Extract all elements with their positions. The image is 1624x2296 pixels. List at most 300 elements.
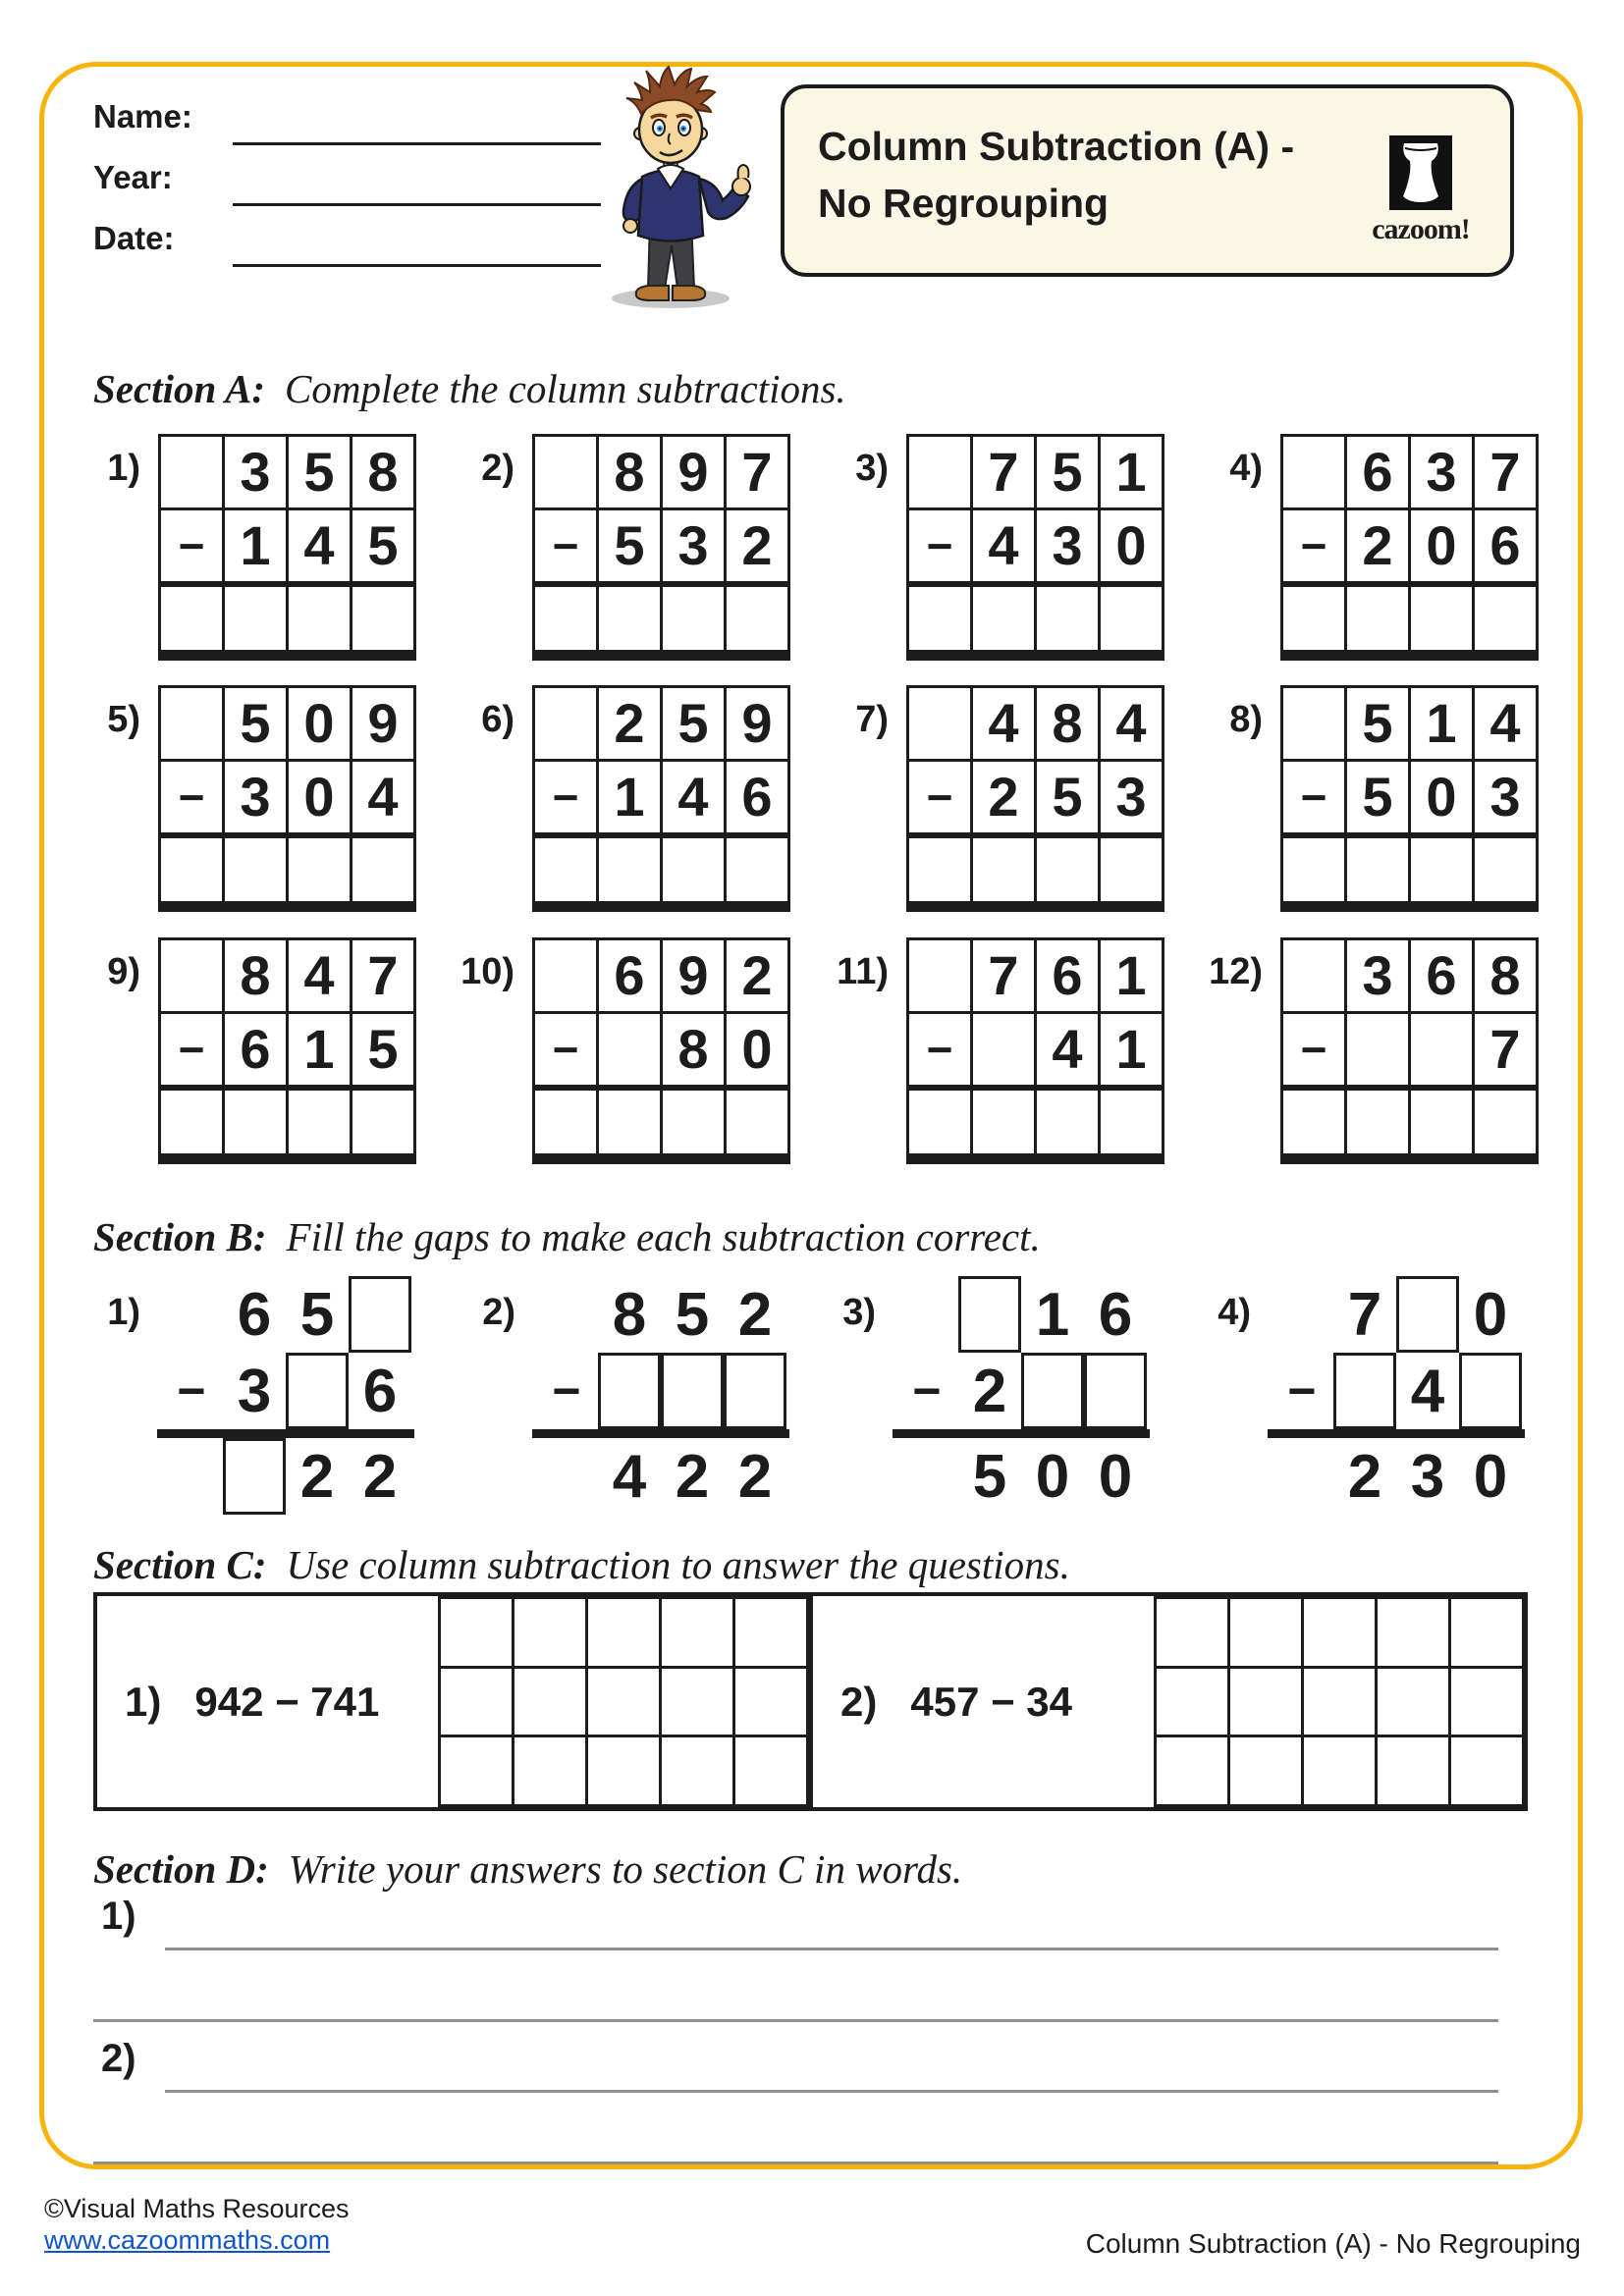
subtraction-table (158, 937, 416, 1164)
answer-cell[interactable] (1100, 1088, 1164, 1159)
answer-cell[interactable] (1036, 1088, 1100, 1159)
digit-cell: 2 (737, 1442, 773, 1511)
digit-cell: 6 (1346, 436, 1410, 509)
answer-cell[interactable] (972, 584, 1036, 656)
digit-cell: 2 (1347, 1442, 1382, 1511)
digit-cell: 7 (1347, 1280, 1382, 1349)
problem-number: 5) (107, 699, 140, 740)
gap-box[interactable] (661, 1353, 724, 1429)
answer-cell[interactable] (908, 1088, 972, 1159)
minus-sign-cell: − (160, 761, 224, 836)
digit-cell: 2 (726, 509, 789, 585)
answer-cell[interactable] (662, 835, 726, 907)
answer-cell[interactable] (908, 584, 972, 656)
empty-cell (895, 1276, 958, 1353)
digit-cell: 9 (662, 939, 726, 1013)
problem-number: 4) (1218, 1292, 1251, 1333)
answer-cell[interactable] (1410, 1088, 1474, 1159)
working-cell[interactable] (1229, 1667, 1303, 1736)
digit-cell: 4 (352, 761, 415, 836)
sb-row (160, 1353, 411, 1429)
mascot-boy-illustration (568, 63, 779, 310)
section-c-box (93, 1592, 1528, 1811)
section-c-name: Section C: (93, 1542, 267, 1587)
answer-cell[interactable] (598, 1088, 662, 1159)
digit-cell: 2 (299, 1442, 335, 1511)
empty-cell (1271, 1276, 1333, 1353)
subtraction-table (906, 685, 1164, 912)
digit-cell: 2 (972, 761, 1036, 836)
gap-box[interactable] (349, 1276, 411, 1353)
working-cell[interactable] (1377, 1667, 1450, 1736)
subtraction-table (906, 937, 1164, 1164)
minus-sign-cell: − (1282, 761, 1346, 836)
digit-cell: 6 (237, 1280, 272, 1349)
digit-cell: 8 (598, 436, 662, 509)
digit-cell: 0 (1410, 509, 1474, 585)
digit-cell: 4 (662, 761, 726, 836)
digit-cell: 5 (352, 509, 415, 585)
subtraction-table (1280, 434, 1539, 661)
digit-cell: 6 (362, 1357, 398, 1425)
sa-problem (454, 685, 790, 912)
section-c-instruction: Use column subtraction to answer the questions. (286, 1542, 1070, 1587)
digit-cell (160, 436, 224, 509)
working-cell[interactable] (1229, 1598, 1303, 1668)
sb-row (535, 1438, 786, 1515)
answer-cell[interactable] (534, 835, 598, 907)
gap-box[interactable] (598, 1353, 661, 1429)
working-cell[interactable] (1303, 1736, 1377, 1806)
answer-cell[interactable] (598, 835, 662, 907)
subtraction-table (532, 434, 790, 661)
sd-item-2-number: 2) (101, 2037, 136, 2080)
answer-cell[interactable] (1346, 1088, 1410, 1159)
digit-cell: 4 (1100, 687, 1164, 761)
working-cell[interactable] (734, 1667, 808, 1736)
problem-number: 1) (125, 1678, 162, 1725)
digit-cell: 3 (1410, 1442, 1445, 1511)
minus-sign-cell: − (908, 509, 972, 585)
digit-cell: 8 (662, 1013, 726, 1089)
working-cell[interactable] (1450, 1598, 1524, 1668)
digit-cell: 4 (288, 939, 352, 1013)
answer-cell[interactable] (1282, 584, 1346, 656)
digit-cell: 3 (1410, 436, 1474, 509)
digit-cell: 1 (224, 509, 288, 585)
sb-row (1271, 1276, 1522, 1353)
digit-cell: 1 (1100, 939, 1164, 1013)
gap-box[interactable] (286, 1353, 349, 1429)
sb-row (160, 1438, 411, 1515)
digit-cell (908, 687, 972, 761)
empty-cell (160, 1438, 223, 1515)
sa-problem (80, 937, 416, 1164)
answer-cell[interactable] (726, 584, 789, 656)
working-cell[interactable] (661, 1736, 734, 1806)
minus-sign: − (177, 1363, 206, 1418)
digit-cell: 5 (1346, 687, 1410, 761)
digit-cell (1410, 1013, 1474, 1089)
working-cell[interactable] (734, 1736, 808, 1806)
answer-line[interactable] (93, 2019, 1498, 2022)
answer-cell[interactable] (1474, 584, 1538, 656)
minus-sign-cell: − (1282, 1013, 1346, 1089)
digit-cell: 0 (726, 1013, 789, 1089)
digit-cell: 5 (288, 436, 352, 509)
problem-number: 7) (855, 699, 889, 740)
working-grid (1154, 1596, 1525, 1807)
digit-cell: 5 (662, 687, 726, 761)
digit-cell: 7 (1474, 1013, 1538, 1089)
subtraction-table (1280, 937, 1539, 1164)
answer-cell[interactable] (1346, 584, 1410, 656)
problem-number: 3) (855, 448, 889, 489)
digit-cell: 0 (1473, 1442, 1508, 1511)
worksheet-title-line1: Column Subtraction (A) - (818, 124, 1295, 169)
digit-cell: 7 (972, 436, 1036, 509)
answer-cell[interactable] (726, 835, 789, 907)
cazoom-logo-text: cazoom! (1372, 213, 1470, 245)
digit-cell (534, 939, 598, 1013)
working-cell[interactable] (587, 1736, 661, 1806)
sb-problem (842, 1276, 1147, 1515)
digit-cell: 7 (972, 939, 1036, 1013)
problem-number: 9) (107, 951, 140, 992)
answer-line[interactable] (165, 2090, 1498, 2093)
digit-cell: 6 (1036, 939, 1100, 1013)
sa-problem (454, 434, 790, 661)
sa-problem (80, 434, 416, 661)
digit-cell (1282, 436, 1346, 509)
answer-cell[interactable] (1036, 584, 1100, 656)
digit-cell: 3 (224, 436, 288, 509)
sc-problem-1 (97, 1596, 813, 1807)
subtraction-table (906, 434, 1164, 661)
working-cell[interactable] (587, 1598, 661, 1668)
working-cell[interactable] (587, 1667, 661, 1736)
digit-cell: 2 (726, 939, 789, 1013)
working-cell[interactable] (514, 1667, 587, 1736)
digit-cell (534, 687, 598, 761)
sa-problem (828, 685, 1164, 912)
digit-cell: 6 (1410, 939, 1474, 1013)
date-line[interactable] (233, 264, 601, 267)
minus-sign-cell: − (908, 761, 972, 836)
digit-cell: 2 (362, 1442, 398, 1511)
working-grid (438, 1596, 809, 1807)
answer-cell[interactable] (160, 835, 224, 907)
working-cell[interactable] (1156, 1667, 1229, 1736)
digit-cell: 9 (662, 436, 726, 509)
digit-cell: 1 (1410, 687, 1474, 761)
answer-line[interactable] (165, 1948, 1498, 1950)
digit-cell: 4 (612, 1442, 647, 1511)
answer-cell[interactable] (224, 584, 288, 656)
problem-number: 3) (842, 1292, 876, 1333)
minus-sign-cell: − (908, 1013, 972, 1089)
minus-sign: − (552, 1363, 581, 1418)
working-cell[interactable] (514, 1736, 587, 1806)
digit-cell: 0 (1035, 1442, 1070, 1511)
digit-cell: 4 (972, 687, 1036, 761)
digit-cell: 1 (288, 1013, 352, 1089)
answer-line[interactable] (93, 2162, 1498, 2164)
worksheet-title-line2: No Regrouping (818, 181, 1110, 226)
minus-sign-cell: − (534, 761, 598, 836)
digit-cell: 3 (1036, 509, 1100, 585)
sc-problem-2 (813, 1596, 1524, 1807)
digit-cell (160, 939, 224, 1013)
digit-cell: 6 (1474, 509, 1538, 585)
working-cell[interactable] (661, 1598, 734, 1668)
worksheet-title-box (781, 84, 1514, 277)
digit-cell: 8 (352, 436, 415, 509)
sa-problem (454, 937, 790, 1164)
digit-cell: 7 (1474, 436, 1538, 509)
working-cell[interactable] (1450, 1667, 1524, 1736)
answer-cell[interactable] (534, 1088, 598, 1159)
working-cell[interactable] (1377, 1736, 1450, 1806)
sb-problem (482, 1276, 786, 1515)
subtraction-table (532, 685, 790, 912)
subtraction-table (158, 434, 416, 661)
section-d-heading (93, 1845, 962, 1893)
empty-cell (160, 1276, 223, 1353)
digit-cell: 3 (1100, 761, 1164, 836)
section-d-name: Section D: (93, 1846, 269, 1892)
answer-cell[interactable] (662, 1088, 726, 1159)
sb-row (1271, 1438, 1522, 1515)
digit-cell: 0 (1100, 509, 1164, 585)
section-a-instruction: Complete the column subtractions. (285, 366, 846, 411)
digit-cell: 6 (726, 761, 789, 836)
sa-problem (80, 685, 416, 912)
date-label: Date: (93, 220, 175, 256)
problem-number: 2) (840, 1678, 878, 1725)
gap-box[interactable] (223, 1438, 286, 1515)
digit-cell: 5 (1346, 761, 1410, 836)
digit-cell: 8 (1474, 939, 1538, 1013)
answer-cell[interactable] (160, 584, 224, 656)
minus-sign: − (912, 1363, 942, 1418)
working-cell[interactable] (1156, 1598, 1229, 1668)
digit-cell: 0 (1473, 1280, 1508, 1349)
answer-cell[interactable] (288, 584, 352, 656)
year-line[interactable] (233, 203, 601, 206)
gap-box[interactable] (958, 1276, 1021, 1353)
sa-problem (1202, 685, 1539, 912)
answer-cell[interactable] (1346, 835, 1410, 907)
answer-cell[interactable] (662, 584, 726, 656)
section-b-heading (93, 1213, 1041, 1260)
year-label: Year: (93, 159, 173, 195)
copyright-text: ©Visual Maths Resources (44, 2194, 350, 2223)
answer-cell[interactable] (288, 1088, 352, 1159)
digit-cell: 5 (299, 1280, 335, 1349)
digit-cell: 5 (224, 687, 288, 761)
sb-row (1271, 1353, 1522, 1429)
problem-number: 6) (481, 699, 514, 740)
digit-cell: 5 (972, 1442, 1007, 1511)
answer-separator-line (157, 1429, 414, 1438)
digit-cell (908, 939, 972, 1013)
digit-cell: 5 (1036, 436, 1100, 509)
working-cell[interactable] (1156, 1736, 1229, 1806)
gap-box[interactable] (724, 1353, 786, 1429)
empty-cell (535, 1438, 598, 1515)
name-line[interactable] (233, 142, 601, 145)
footer-document-title: Column Subtraction (A) - No Regrouping (1085, 2228, 1581, 2259)
answer-cell[interactable] (1100, 584, 1164, 656)
digit-cell: 6 (598, 939, 662, 1013)
sa-problem (828, 937, 1164, 1164)
answer-separator-line (1268, 1429, 1525, 1438)
answer-cell[interactable] (972, 835, 1036, 907)
gap-box[interactable] (1396, 1276, 1459, 1353)
answer-cell[interactable] (1282, 1088, 1346, 1159)
digit-cell: 4 (288, 509, 352, 585)
problem-number: 11) (837, 951, 889, 992)
problem-number: 8) (1229, 699, 1263, 740)
section-c-heading (93, 1541, 1070, 1588)
working-cell[interactable] (1450, 1736, 1524, 1806)
sb-row (535, 1276, 786, 1353)
answer-cell[interactable] (1474, 1088, 1538, 1159)
digit-cell: 1 (1100, 1013, 1164, 1089)
working-cell[interactable] (514, 1598, 587, 1668)
empty-cell (895, 1438, 958, 1515)
sc-problem-1-label (125, 1679, 379, 1726)
answer-cell[interactable] (972, 1088, 1036, 1159)
sd-item-1-number: 1) (101, 1895, 136, 1938)
answer-cell[interactable] (352, 584, 415, 656)
digit-cell: 8 (1036, 687, 1100, 761)
answer-cell[interactable] (726, 1088, 789, 1159)
sa-problem (1202, 434, 1539, 661)
digit-cell: 5 (352, 1013, 415, 1089)
sb-row (895, 1438, 1147, 1515)
working-cell[interactable] (440, 1598, 514, 1668)
digit-cell (1282, 687, 1346, 761)
answer-cell[interactable] (534, 584, 598, 656)
digit-cell: 6 (224, 1013, 288, 1089)
digit-cell (1282, 939, 1346, 1013)
working-cell[interactable] (1229, 1736, 1303, 1806)
answer-cell[interactable] (598, 584, 662, 656)
empty-cell (1271, 1438, 1333, 1515)
problem-number: 4) (1229, 448, 1263, 489)
digit-cell: 4 (1410, 1357, 1445, 1425)
sb-problem (1218, 1276, 1522, 1515)
answer-cell[interactable] (1282, 835, 1346, 907)
gap-box[interactable] (1333, 1353, 1396, 1429)
digit-cell: 1 (1035, 1280, 1070, 1349)
working-cell[interactable] (734, 1598, 808, 1668)
answer-separator-line (532, 1429, 789, 1438)
answer-cell[interactable] (1036, 835, 1100, 907)
minus-sign-cell: − (534, 509, 598, 585)
section-b-name: Section B: (93, 1214, 267, 1259)
subtraction-table (158, 685, 416, 912)
digit-cell: 5 (598, 509, 662, 585)
digit-cell: 7 (352, 939, 415, 1013)
working-cell[interactable] (1303, 1598, 1377, 1668)
sb-row (535, 1353, 786, 1429)
digit-cell: 4 (1036, 1013, 1100, 1089)
djembe-drum-icon (1389, 135, 1452, 210)
answer-cell[interactable] (1100, 835, 1164, 907)
sb-row (895, 1353, 1147, 1429)
digit-cell (1346, 1013, 1410, 1089)
gap-box[interactable] (1021, 1353, 1084, 1429)
answer-cell[interactable] (908, 835, 972, 907)
working-cell[interactable] (1377, 1598, 1450, 1668)
digit-cell: 2 (598, 687, 662, 761)
digit-cell: 1 (1100, 436, 1164, 509)
answer-separator-line (893, 1429, 1150, 1438)
gap-box[interactable] (1084, 1353, 1147, 1429)
working-cell[interactable] (440, 1667, 514, 1736)
answer-cell[interactable] (288, 835, 352, 907)
digit-cell: 5 (1036, 761, 1100, 836)
website-link[interactable]: www.cazoommaths.com (44, 2225, 331, 2255)
section-b-instruction: Fill the gaps to make each subtraction correct. (286, 1214, 1041, 1259)
working-cell[interactable] (1303, 1667, 1377, 1736)
section-a-heading (93, 365, 846, 412)
digit-cell: 3 (662, 509, 726, 585)
answer-cell[interactable] (224, 1088, 288, 1159)
answer-cell[interactable] (224, 835, 288, 907)
digit-cell: 2 (675, 1442, 710, 1511)
answer-cell[interactable] (160, 1088, 224, 1159)
answer-cell[interactable] (1410, 584, 1474, 656)
answer-cell[interactable] (352, 835, 415, 907)
digit-cell: 4 (972, 509, 1036, 585)
working-cell[interactable] (661, 1667, 734, 1736)
answer-cell[interactable] (352, 1088, 415, 1159)
minus-sign-cell: − (160, 1013, 224, 1089)
digit-cell: 9 (352, 687, 415, 761)
answer-cell[interactable] (1410, 835, 1474, 907)
section-a-name: Section A: (93, 366, 266, 411)
gap-box[interactable] (1459, 1353, 1522, 1429)
digit-cell (972, 1013, 1036, 1089)
digit-cell: 0 (1098, 1442, 1133, 1511)
digit-cell: 2 (972, 1357, 1007, 1425)
answer-cell[interactable] (1474, 835, 1538, 907)
subtraction-table (532, 937, 790, 1164)
problem-number: 2) (481, 448, 514, 489)
sb-problem (107, 1276, 411, 1515)
digit-cell: 9 (726, 687, 789, 761)
digit-cell: 5 (675, 1280, 710, 1349)
working-cell[interactable] (440, 1736, 514, 1806)
digit-cell: 3 (224, 761, 288, 836)
minus-sign: − (1287, 1363, 1317, 1418)
sb-row (160, 1276, 411, 1353)
minus-sign-cell: − (160, 509, 224, 585)
sc-problem-2-label (840, 1679, 1072, 1726)
sc-expression: 457 − 34 (910, 1678, 1073, 1725)
digit-cell: 7 (726, 436, 789, 509)
digit-cell: 3 (1346, 939, 1410, 1013)
problem-number: 1) (107, 448, 140, 489)
digit-cell: 2 (1346, 509, 1410, 585)
digit-cell (534, 436, 598, 509)
worksheet-title (818, 118, 1294, 232)
subtraction-table (1280, 685, 1539, 912)
